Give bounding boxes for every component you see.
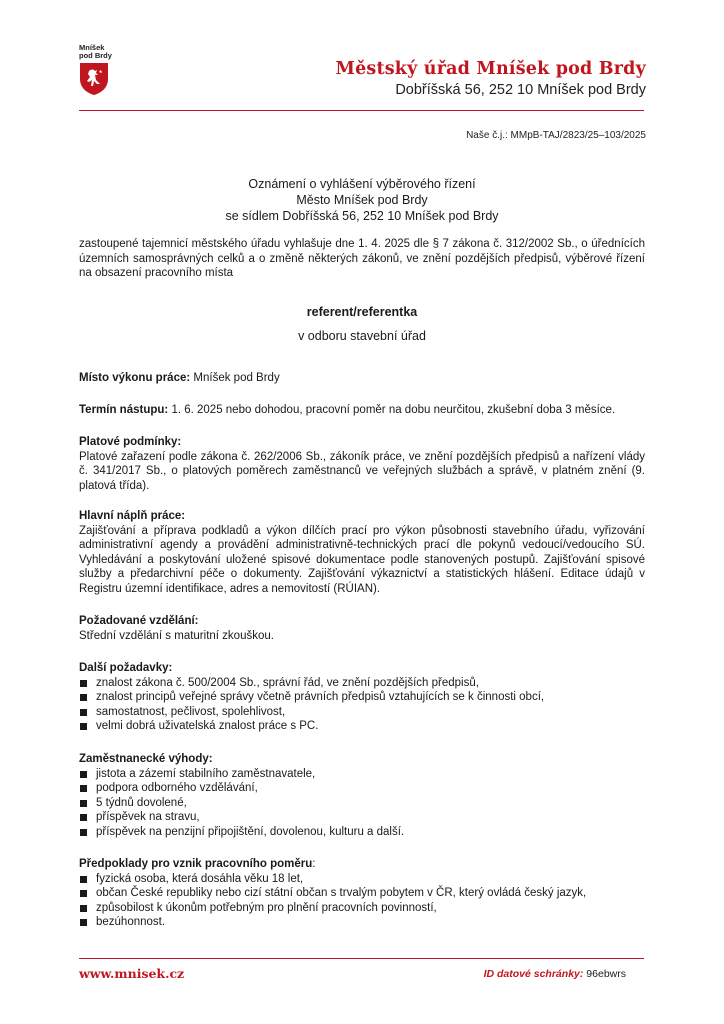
list-item: jistota a zázemí stabilního zaměstnavatele, (79, 767, 645, 782)
duties-label: Hlavní náplň práce: (79, 510, 186, 522)
requirements-section (79, 661, 645, 734)
education-label: Požadované vzdělání: (79, 615, 199, 627)
document-title (79, 176, 645, 224)
conditions-list (79, 872, 645, 930)
data-box-label: ID datové schránky: (483, 968, 584, 980)
benefits-section (79, 752, 645, 839)
list-item: velmi dobrá uživatelská znalost práce s PC. (79, 719, 645, 734)
start-date (79, 403, 645, 418)
place-label: Místo výkonu práce: (79, 372, 191, 384)
office-heading (336, 58, 647, 100)
duties-text: Zajišťování a příprava podkladů a výkon dílčích prací pro výkon působnosti stavebního úřadu, vyřizování administrativní agendy a provádění administrativně-technických prací dle pokynů vedoucí/vedoucího SÚ. Vyhledávání a poskytování uložené spisové dokumentace podle stanovených postupů. Zajišťování spisové služby a předarchivní péče o dokumenty. Zajišťování výkaznictví a statistických hlášení. Editace údajů v Registru územní identifikace, adres a nemovitostí (RÚIAN). (79, 524, 645, 595)
list-item: 5 týdnů dovolené, (79, 796, 645, 811)
town-crest (79, 44, 113, 101)
list-item: znalost zákona č. 500/2004 Sb., správní řád, ve znění pozdějších předpisů, (79, 676, 645, 691)
list-item: podpora odborného vzdělávání, (79, 781, 645, 796)
requirements-label: Další požadavky: (79, 662, 173, 674)
list-item: bezúhonnost. (79, 915, 645, 930)
salary-text: Platové zařazení podle zákona č. 262/2006 Sb., zákoník práce, ve znění pozdějších předpisů a nařízení vlády č. 341/2017 Sb., o platových poměrech zaměstnanců ve veřejných službách a správě, v platném znění (9. platová třída). (79, 450, 645, 492)
list-item: příspěvek na penzijní připojištění, dovolenou, kulturu a další. (79, 825, 645, 840)
conditions-label: Předpoklady pro vznik pracovního poměru (79, 858, 313, 870)
place-value: Mníšek pod Brdy (193, 372, 280, 384)
intro-paragraph: zastoupené tajemnicí městského úřadu vyhlašuje dne 1. 4. 2025 dle § 7 zákona č. 312/2002 Sb., o úřednících územních samosprávných celků a o změně některých zákonů, ve znění pozdějších předpisů, výběrové řízení na obsazení pracovního místa (79, 238, 645, 279)
conditions-colon: : (312, 858, 316, 870)
website-link[interactable]: www.mnisek.cz (79, 966, 185, 981)
requirements-list (79, 676, 645, 734)
salary-section (79, 435, 645, 493)
benefits-list (79, 767, 645, 840)
start-label: Termín nástupu: (79, 404, 169, 416)
conditions-section (79, 857, 645, 930)
crest-name: Mníšek pod Brdy (79, 43, 112, 60)
duties-section (79, 509, 645, 596)
footer-divider (79, 958, 644, 959)
data-box-id (484, 968, 626, 980)
title-line-3: se sídlem Dobříšská 56, 252 10 Mníšek pod Brdy (225, 209, 499, 223)
office-address: Dobříšská 56, 252 10 Mníšek pod Brdy (395, 82, 646, 98)
list-item: občan České republiky nebo cizí státní občan s trvalým pobytem v ČR, který ovládá český jazyk, (79, 886, 645, 901)
title-line-2: Město Mníšek pod Brdy (296, 193, 428, 207)
title-line-1: Oznámení o vyhlášení výběrového řízení (248, 177, 476, 191)
list-item: znalost principů veřejné správy včetně právních předpisů vztahujících se k činnosti obcí, (79, 690, 645, 705)
coat-of-arms-icon (79, 62, 109, 96)
place-of-work (79, 371, 645, 386)
position-name: referent/referentka (306, 305, 418, 319)
reference-number: Naše č.j.: MMpB-TAJ/2823/25–103/2025 (466, 130, 646, 141)
list-item: příspěvek na stravu, (79, 810, 645, 825)
salary-label: Platové podmínky: (79, 436, 182, 448)
list-item: způsobilost k úkonům potřebným pro plnění pracovních povinností, (79, 901, 645, 916)
education-text: Střední vzdělání s maturitní zkouškou. (79, 629, 274, 642)
education-section (79, 614, 645, 643)
benefits-label: Zaměstnanecké výhody: (79, 753, 213, 765)
position-department: v odboru stavební úřad (298, 329, 426, 343)
header-divider (79, 110, 644, 111)
start-value: 1. 6. 2025 nebo dohodou, pracovní poměr na dobu neurčitou, zkušební doba 3 měsíce. (171, 404, 616, 416)
data-box-value: 96ebwrs (586, 968, 626, 980)
office-title: Městský úřad Mníšek pod Brdy (335, 59, 646, 79)
list-item: samostatnost, pečlivost, spolehlivost, (79, 705, 645, 720)
list-item: fyzická osoba, která dosáhla věku 18 let, (79, 872, 645, 887)
conditions-heading (79, 857, 645, 872)
